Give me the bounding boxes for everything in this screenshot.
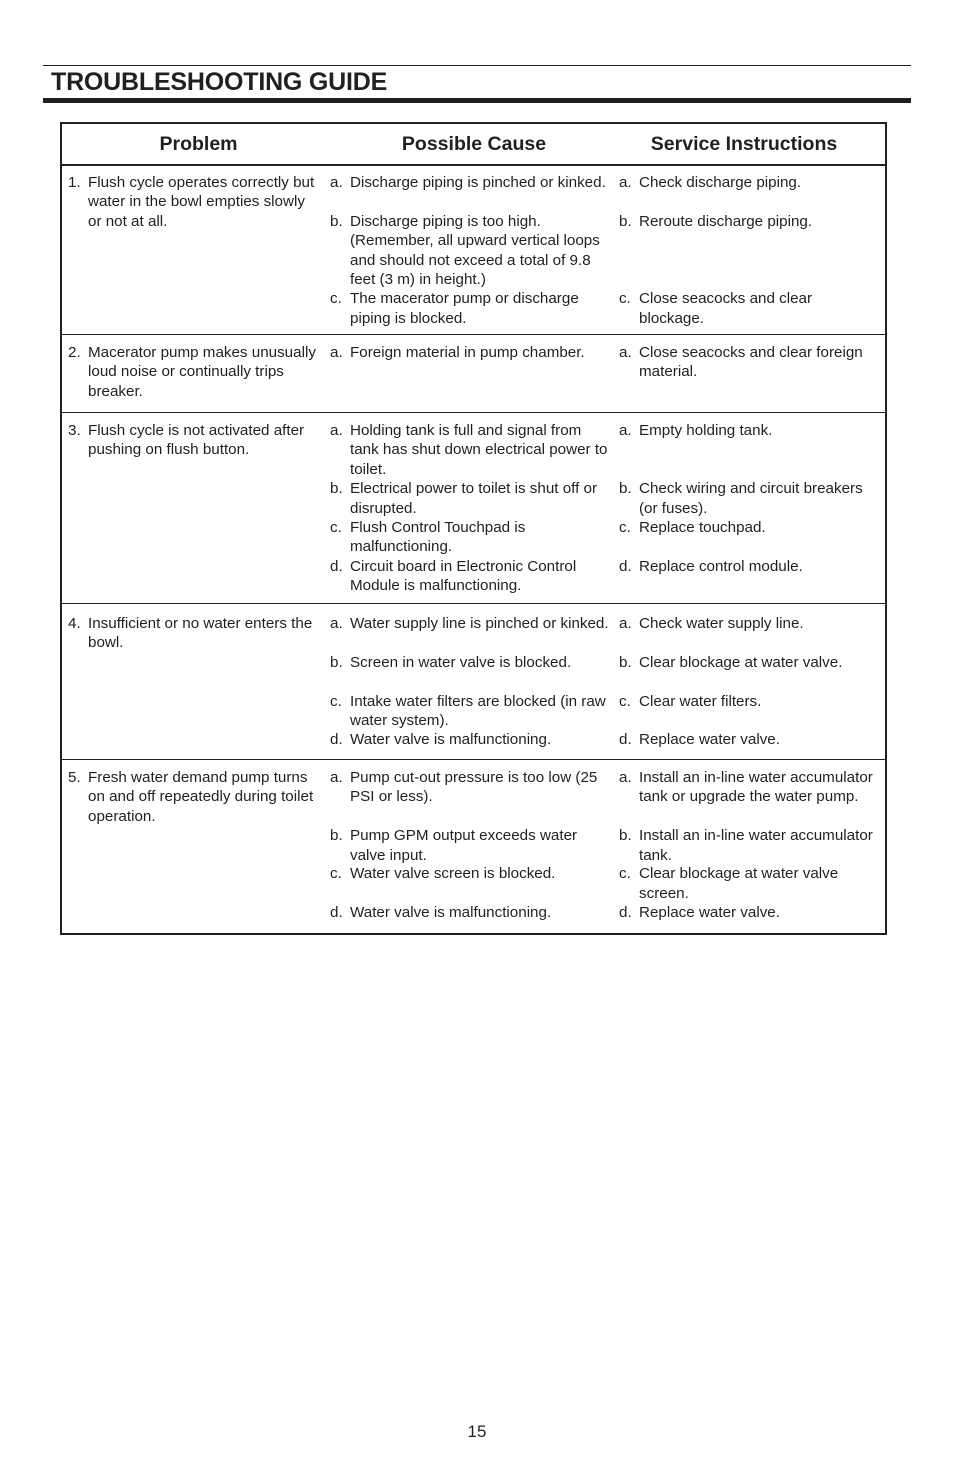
problem-item [68, 343, 318, 401]
cause-label: a. [330, 422, 343, 439]
title-rule [43, 98, 911, 103]
service-label: b. [619, 653, 632, 671]
service-label: c. [619, 865, 631, 883]
cause-text: Electrical power to toilet is shut off or disrupted. [350, 480, 598, 517]
cause-label: a. [330, 174, 343, 191]
problem-item [68, 768, 318, 826]
service-label: c. [619, 290, 631, 308]
header-problem: Problem [159, 133, 238, 155]
service-text: Replace water valve. [639, 730, 780, 748]
cause-text: Screen in water valve is blocked. [350, 653, 572, 671]
header-possible-cause: Possible Cause [401, 133, 547, 155]
service-text: Check wiring and circuit breakers (or fuses). [639, 480, 863, 517]
cause-item [330, 614, 612, 633]
problem-text: Flush cycle is not activated after pushing on flush button. [88, 422, 305, 459]
cause-label: d. [330, 730, 343, 748]
service-text: Install an in-line water accumulator tank or upgrade the water pump. [639, 769, 873, 806]
service-item [619, 614, 881, 633]
service-item [619, 212, 881, 231]
service-text: Reroute discharge piping. [639, 212, 813, 230]
cause-label: c. [330, 865, 342, 883]
service-item [619, 289, 881, 328]
page-number: 15 [467, 1422, 487, 1441]
service-label: d. [619, 730, 632, 748]
troubleshooting-table [60, 122, 887, 935]
cause-item [330, 768, 612, 807]
problem-text: Fresh water demand pump turns on and off repeatedly during toilet operation. [88, 769, 314, 825]
problem-number: 3. [68, 422, 81, 439]
cause-text: The macerator pump or discharge piping is blocked. [350, 290, 579, 327]
cause-label: d. [330, 904, 343, 921]
problem-number: 4. [68, 615, 81, 632]
cause-text: Discharge piping is pinched or kinked. [350, 174, 606, 191]
cause-item [330, 212, 612, 290]
service-item [619, 343, 881, 382]
cause-text: Water supply line is pinched or kinked. [350, 615, 609, 632]
header-service-instructions: Service Instructions [650, 133, 838, 155]
cause-item [330, 692, 612, 731]
problem-number: 2. [68, 344, 81, 361]
cause-item [330, 289, 612, 328]
service-item [619, 518, 881, 537]
service-item [619, 557, 881, 576]
cause-label: b. [330, 827, 343, 845]
problem-item [68, 173, 318, 231]
service-text: Check water supply line. [639, 615, 804, 632]
service-text: Replace water valve. [639, 904, 780, 921]
service-text: Close seacocks and clear blockage. [639, 290, 813, 327]
service-item [619, 692, 881, 711]
service-label: a. [619, 615, 632, 632]
cause-item [330, 518, 612, 557]
service-text: Clear blockage at water valve screen. [639, 865, 839, 902]
problem-item [68, 421, 318, 460]
service-text: Replace touchpad. [639, 519, 766, 536]
cause-item [330, 421, 612, 479]
cause-item [330, 826, 612, 865]
cause-text: Foreign material in pump chamber. [350, 344, 585, 361]
cause-label: a. [330, 615, 343, 632]
cause-text: Water valve screen is blocked. [350, 865, 556, 883]
cause-label: c. [330, 692, 342, 710]
cause-label: b. [330, 480, 343, 498]
table-header [62, 124, 885, 166]
service-text: Clear water filters. [639, 692, 762, 710]
cause-item [330, 903, 612, 922]
cause-label: a. [330, 344, 343, 361]
service-item [619, 730, 881, 749]
service-text: Replace control module. [639, 557, 803, 575]
table-row [62, 335, 885, 413]
service-item [619, 826, 881, 865]
cause-label: c. [330, 519, 342, 536]
service-text: Check discharge piping. [639, 174, 802, 191]
cause-text: Discharge piping is too high. (Remember, all upward vertical loops and should not exceed a total of 9.8 feet (3 m) in height.) [350, 212, 600, 289]
problem-text: Macerator pump makes unusually loud noise or continually trips breaker. [88, 344, 316, 400]
cause-text: Circuit board in Electronic Control Module is malfunctioning. [350, 557, 577, 595]
service-item [619, 903, 881, 922]
cause-item [330, 343, 612, 362]
cause-text: Intake water filters are blocked (in raw water system). [350, 692, 606, 729]
service-text: Install an in-line water accumulator tank. [639, 827, 873, 864]
cause-item [330, 730, 612, 749]
cause-item [330, 864, 612, 883]
service-label: c. [619, 692, 631, 710]
service-item [619, 479, 881, 518]
cause-text: Flush Control Touchpad is malfunctioning. [350, 519, 526, 556]
cause-item [330, 653, 612, 672]
table-row [62, 413, 885, 604]
service-label: a. [619, 769, 632, 786]
service-item [619, 173, 881, 192]
table-row [62, 604, 885, 760]
page-title: TROUBLESHOOTING GUIDE [51, 68, 388, 96]
service-text: Close seacocks and clear foreign material. [639, 344, 863, 381]
table-row [62, 760, 885, 931]
cause-item [330, 173, 612, 192]
cause-text: Water valve is malfunctioning. [350, 730, 552, 748]
service-item [619, 768, 881, 807]
cause-label: a. [330, 769, 343, 786]
problem-number: 1. [68, 174, 81, 191]
service-label: c. [619, 519, 631, 536]
service-item [619, 421, 881, 440]
cause-text: Pump cut-out pressure is too low (25 PSI or less). [350, 769, 598, 806]
problem-number: 5. [68, 769, 81, 786]
table-row [62, 166, 885, 335]
service-item [619, 653, 881, 672]
cause-text: Water valve is malfunctioning. [350, 904, 552, 921]
service-text: Clear blockage at water valve. [639, 653, 843, 671]
service-label: a. [619, 174, 632, 191]
service-label: d. [619, 557, 632, 575]
cause-label: b. [330, 653, 343, 671]
problem-item [68, 614, 318, 653]
service-label: b. [619, 827, 632, 845]
cause-label: d. [330, 557, 343, 575]
service-label: a. [619, 344, 632, 361]
service-text: Empty holding tank. [639, 422, 773, 439]
service-label: a. [619, 422, 632, 439]
cause-item [330, 557, 612, 596]
cause-label: c. [330, 290, 342, 308]
problem-text: Flush cycle operates correctly but water in the bowl empties slowly or not at all. [88, 174, 315, 230]
cause-text: Pump GPM output exceeds water valve input. [350, 827, 578, 864]
problem-text: Insufficient or no water enters the bowl. [88, 615, 313, 652]
service-label: d. [619, 904, 632, 921]
cause-item [330, 479, 612, 518]
service-label: b. [619, 212, 632, 230]
service-label: b. [619, 480, 632, 498]
cause-label: b. [330, 212, 343, 230]
service-item [619, 864, 881, 903]
cause-text: Holding tank is full and signal from tank has shut down electrical power to toilet. [350, 422, 608, 478]
